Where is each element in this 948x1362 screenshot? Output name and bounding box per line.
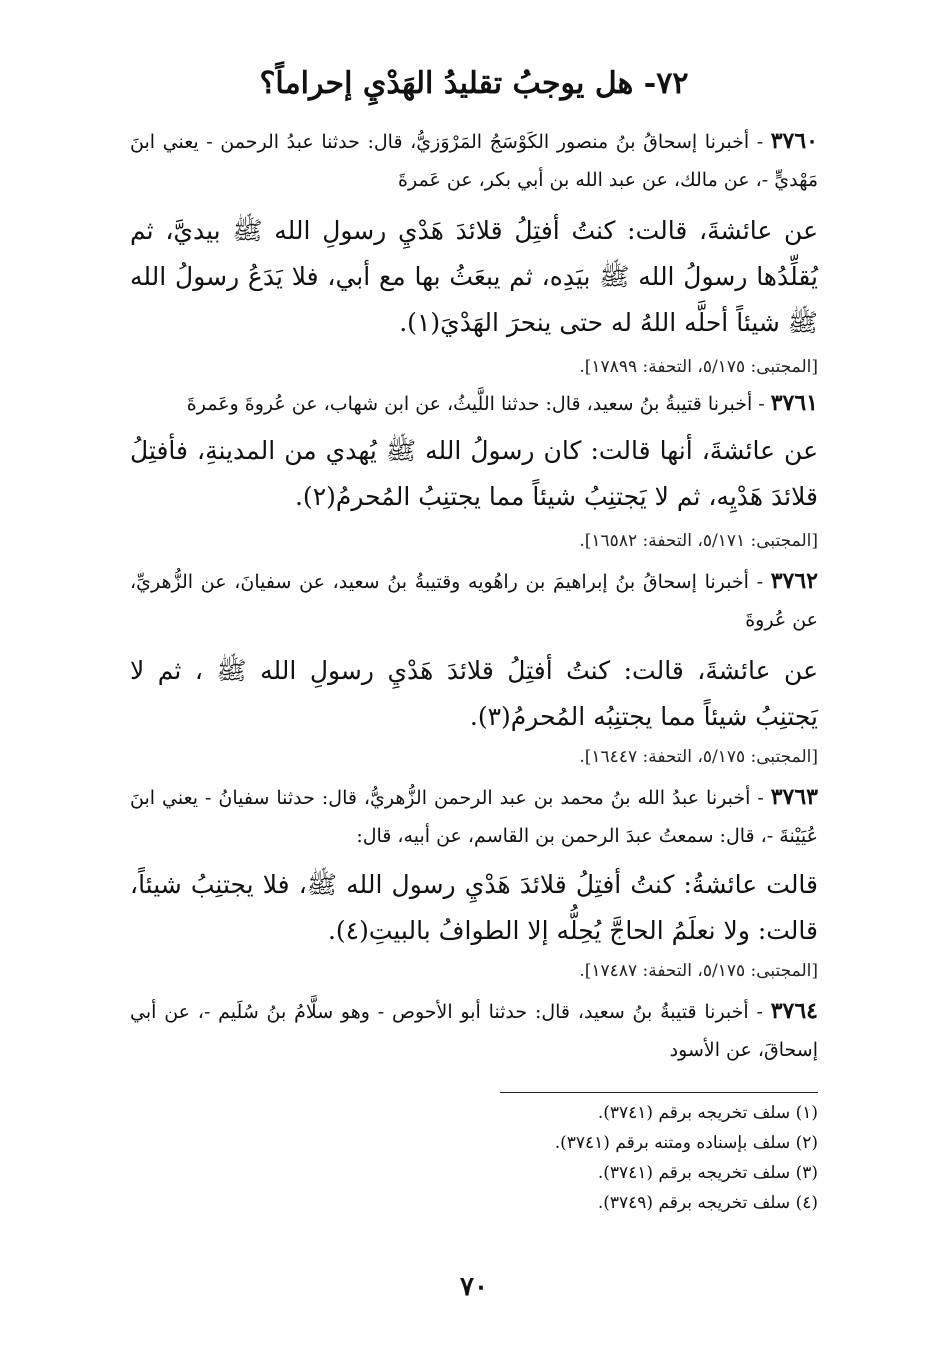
hadith-number: ٣٧٦٤ <box>770 998 818 1024</box>
footnote: (٢) سلف بإسناده ومتنه برقم (٣٧٤١). <box>554 1133 818 1153</box>
hadith-number: ٣٧٦١ <box>770 390 818 416</box>
chain-text: - أخبرنا عبدُ الله بنُ محمد بن عبد الرحمن الزُّهريُّ، قال: حدثنا سفيانُ - يعني ابنَ عُيَيْنةَ -، قال: سمعتُ عبدَ الرحمن بن القاسم، عن أبيه، قال: <box>130 787 818 847</box>
hadith-matn: قالت عائشةُ: كنتُ أفتِلُ قلائدَ هَدْيِ رسول الله ﷺ، فلا يجتنِبُ شيئاً، قالت: ولا نعلَمُ الحاجَّ يُحِلُّه إلا الطوافُ بالبيتِ(٤). <box>130 870 818 945</box>
footnote: (٣) سلف تخريجه برقم (٣٧٤١). <box>597 1163 818 1183</box>
page-number: ٧٠ <box>460 1272 488 1302</box>
hadith-chain <box>130 122 818 199</box>
hadith-chain <box>130 992 818 1069</box>
hadith-chain <box>130 384 818 423</box>
hadith-reference: [المجتبى: ٥/١٧٥، التحفة: ١٧٤٨٧]. <box>579 961 818 981</box>
hadith-matn: عن عائشةَ، قالت: كنتُ أفتِلُ قلائدَ هَدْيِ رسولِ الله ﷺ ، ثم لا يَجتنِبُ شيئاً مما يجتنِبُه المُحرمُ(٣). <box>130 656 818 731</box>
hadith-number: ٣٧٦٢ <box>770 568 818 594</box>
hadith-matn: عن عائشةَ، قالت: كنتُ أفتِلُ قلائدَ هَدْيِ رسولِ الله ﷺ بيديَّ، ثم يُقلِّدُها رسولُ الله ﷺ بيَدِه، ثم يبعَثُ بها مع أبي، فلا يَدَعُ رسولُ الله ﷺ شيئاً أحلَّه اللهُ له حتى ينحرَ الهَدْيَ(١). <box>130 216 818 337</box>
hadith-reference: [المجتبى: ٥/١٧١، التحفة: ١٦٥٨٢]. <box>579 531 818 551</box>
footnote: (٤) سلف تخريجه برقم (٣٧٤٩). <box>597 1193 818 1213</box>
chain-text: - أخبرنا قتيبةُ بنُ سعيد، قال: حدثنا اللَّيثُ، عن ابن شهاب، عن عُروةَ وعَمرةَ <box>186 393 771 415</box>
footnote-divider <box>500 1092 818 1093</box>
hadith-chain <box>130 778 818 855</box>
hadith-chain <box>130 562 818 639</box>
hadith-matn: عن عائشةَ، أنها قالت: كان رسولُ الله ﷺ يُهدي من المدينةِ، فأفتِلُ قلائدَ هَدْيِه، ثم لا يَجتنِبُ شيئاً مما يجتنِبُ المُحرمُ(٢). <box>130 436 818 511</box>
footnote: (١) سلف تخريجه برقم (٣٧٤١). <box>597 1103 818 1123</box>
hadith-reference: [المجتبى: ٥/١٧٥، التحفة: ١٧٨٩٩]. <box>579 357 818 377</box>
chain-text: - أخبرنا إسحاقُ بنُ إبراهيمَ بن راهُويه وقتيبةُ بنُ سعيد، عن سفيانَ، عن الزُّهريِّ، عن عُروةَ <box>130 571 818 631</box>
chapter-title: ٧٢- هل يوجبُ تقليدُ الهَدْيِ إحراماً؟ <box>259 66 689 101</box>
hadith-number: ٣٧٦٠ <box>770 128 818 154</box>
footnotes <box>130 1098 818 1218</box>
chain-text: - أخبرنا قتيبةُ بنُ سعيد، قال: حدثنا أبو الأحوص - وهو سلَّامُ بنُ سُلَيم -، عن أبي إسحاقَ، عن الأسود <box>130 1001 818 1061</box>
hadith-reference: [المجتبى: ٥/١٧٥، التحفة: ١٦٤٤٧]. <box>579 747 818 767</box>
hadith-number: ٣٧٦٣ <box>770 784 818 810</box>
chain-text: - أخبرنا إسحاقُ بنُ منصور الكَوْسَجُ المَرْوَزيُّ، قال: حدثنا عبدُ الرحمن - يعني ابنَ مَهْديٍّ -، عن مالك، عن عبد الله بن أبي بكر، عن عَمرةَ <box>130 131 818 191</box>
